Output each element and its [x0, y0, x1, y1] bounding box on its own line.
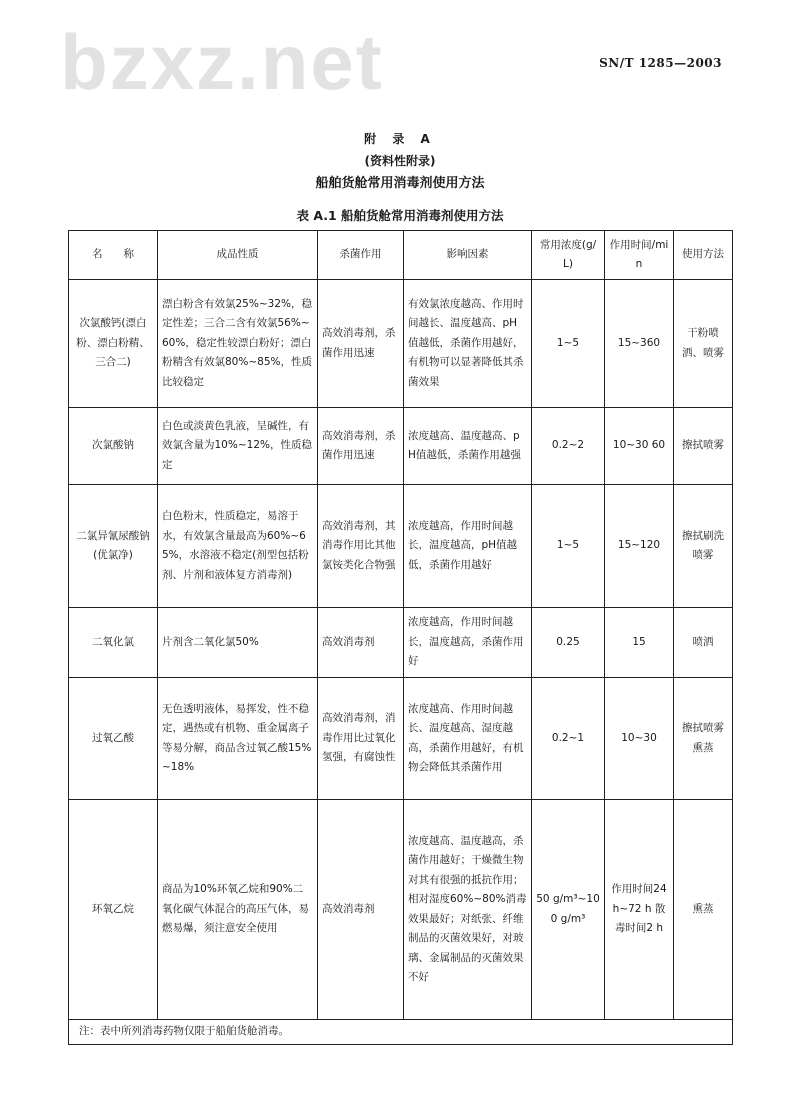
cell-effect: 高效消毒剂，消毒作用比过氧化氢强，有腐蚀性 [318, 678, 404, 800]
header-factors: 影响因素 [404, 231, 532, 280]
cell-duration: 15~120 [605, 485, 674, 608]
appendix-title: 附 录 A [364, 132, 436, 146]
cell-factors: 有效氯浓度越高、作用时间越长、温度越高、pH值越低，杀菌作用越好，有机物可以显著降低其杀菌效果 [404, 280, 532, 408]
header-properties: 成品性质 [158, 231, 318, 280]
cell-concentration: 1~5 [532, 280, 605, 408]
cell-effect: 高效消毒剂，杀菌作用迅速 [318, 280, 404, 408]
table-caption: 表 A.1 船舶货舱常用消毒剂使用方法 [296, 208, 504, 223]
cell-method: 熏蒸 [674, 800, 733, 1020]
table-header-row [69, 231, 733, 280]
cell-properties: 无色透明液体，易挥发，性不稳定，遇热或有机物、重金属离子等易分解，商品含过氧乙酸15%~18% [158, 678, 318, 800]
cell-properties: 商品为10%环氧乙烷和90%二氧化碳气体混合的高压气体，易燃易爆，须注意安全使用 [158, 800, 318, 1020]
cell-method: 干粉喷洒、喷雾 [674, 280, 733, 408]
table-row [69, 608, 733, 678]
cell-method: 喷洒 [674, 608, 733, 678]
watermark: bzxz.net [60, 18, 384, 106]
cell-duration: 10~30 60 [605, 408, 674, 485]
cell-name: 次氯酸钙(漂白粉、漂白粉精、三合二) [69, 280, 158, 408]
cell-factors: 浓度越高，作用时间越长，温度越高，pH值越低，杀菌作用越好 [404, 485, 532, 608]
cell-factors: 浓度越高、温度越高、pH值越低，杀菌作用越强 [404, 408, 532, 485]
standard-number: SN/T 1285—2003 [599, 56, 722, 70]
cell-name: 二氧化氯 [69, 608, 158, 678]
header-concentration: 常用浓度(g/L) [532, 231, 605, 280]
cell-name: 过氧乙酸 [69, 678, 158, 800]
table-row [69, 485, 733, 608]
header-method: 使用方法 [674, 231, 733, 280]
table-note-row [69, 1020, 733, 1045]
cell-effect: 高效消毒剂 [318, 608, 404, 678]
header-name: 名 称 [69, 231, 158, 280]
cell-duration: 10~30 [605, 678, 674, 800]
cell-properties: 漂白粉含有效氯25%~32%，稳定性差；三合二含有效氯56%~60%，稳定性较漂白粉好；漂白粉精含有效氯80%~85%，性质比较稳定 [158, 280, 318, 408]
cell-method: 擦拭刷洗喷雾 [674, 485, 733, 608]
cell-properties: 白色或淡黄色乳液，呈碱性，有效氯含量为10%~12%，性质稳定 [158, 408, 318, 485]
cell-properties: 白色粉末，性质稳定，易溶于水，有效氯含量最高为60%~65%，水溶液不稳定(剂型包括粉剂、片剂和液体复方消毒剂) [158, 485, 318, 608]
cell-name: 二氯异氰尿酸钠(优氯净) [69, 485, 158, 608]
cell-concentration: 0.25 [532, 608, 605, 678]
cell-concentration: 0.2~1 [532, 678, 605, 800]
cell-name: 环氧乙烷 [69, 800, 158, 1020]
table-row [69, 280, 733, 408]
cell-concentration: 50 g/m³~100 g/m³ [532, 800, 605, 1020]
cell-duration: 15~360 [605, 280, 674, 408]
disinfectant-table [68, 230, 733, 1045]
table-row [69, 408, 733, 485]
cell-factors: 浓度越高、温度越高，杀菌作用越好；干燥微生物对其有很强的抵抗作用；相对湿度60%~80%消毒效果最好；对纸张、纤维制品的灭菌效果好，对玻璃、金属制品的灭菌效果不好 [404, 800, 532, 1020]
cell-concentration: 1~5 [532, 485, 605, 608]
cell-factors: 浓度越高，作用时间越长，温度越高，杀菌作用好 [404, 608, 532, 678]
cell-factors: 浓度越高、作用时间越长、温度越高、湿度越高，杀菌作用越好，有机物会降低其杀菌作用 [404, 678, 532, 800]
cell-effect: 高效消毒剂，杀菌作用迅速 [318, 408, 404, 485]
header-duration: 作用时间/min [605, 231, 674, 280]
cell-duration: 作用时间24 h~72 h 散毒时间2 h [605, 800, 674, 1020]
cell-method: 擦拭喷雾 [674, 408, 733, 485]
table-row [69, 678, 733, 800]
cell-concentration: 0.2~2 [532, 408, 605, 485]
cell-properties: 片剂含二氧化氯50% [158, 608, 318, 678]
cell-duration: 15 [605, 608, 674, 678]
cell-method: 擦拭喷雾熏蒸 [674, 678, 733, 800]
cell-name: 次氯酸钠 [69, 408, 158, 485]
header-effect: 杀菌作用 [318, 231, 404, 280]
appendix-subtitle: (资料性附录) [364, 154, 436, 168]
cell-effect: 高效消毒剂，其消毒作用比其他氯铵类化合物强 [318, 485, 404, 608]
table-note: 注：表中所列消毒药物仅限于船舶货舱消毒。 [69, 1020, 733, 1045]
cell-effect: 高效消毒剂 [318, 800, 404, 1020]
appendix-heading: 船舶货舱常用消毒剂使用方法 [315, 176, 485, 191]
table-row [69, 800, 733, 1020]
